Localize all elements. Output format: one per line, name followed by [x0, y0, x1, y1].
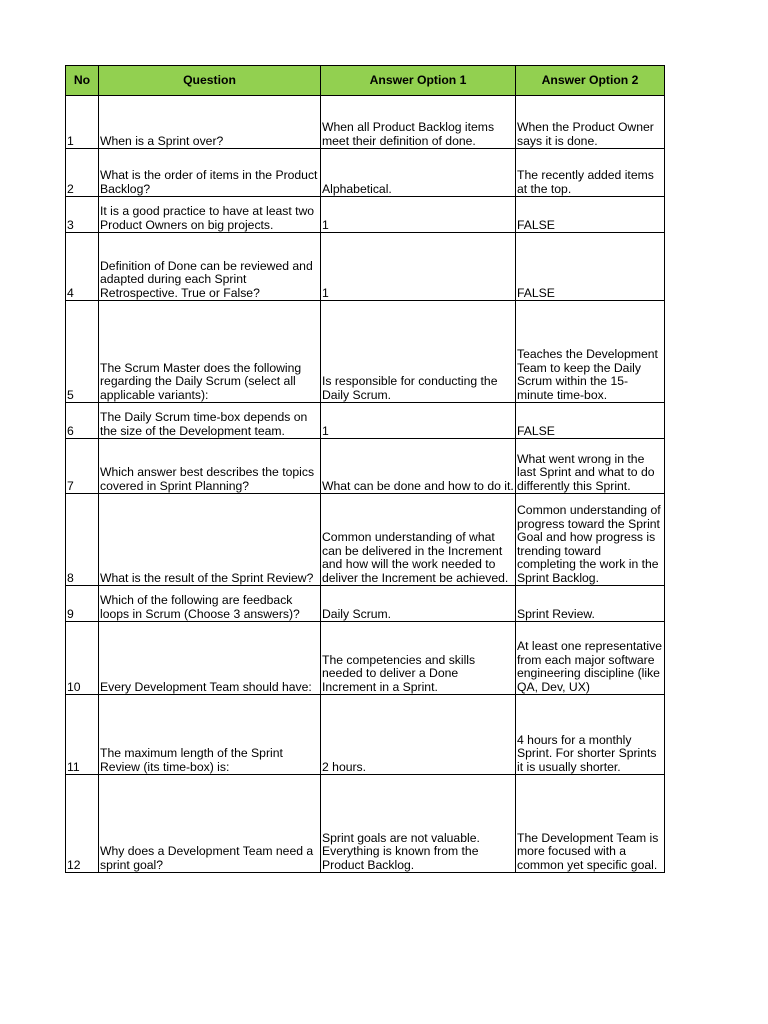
- question-cell[interactable]: Which answer best describes the topics covered in Sprint Planning?: [99, 439, 321, 494]
- answer-1-cell[interactable]: Sprint goals are not valuable. Everything is known from the Product Backlog.: [321, 775, 516, 873]
- header-question[interactable]: Question: [99, 66, 321, 96]
- table-row: [66, 775, 665, 873]
- row-number[interactable]: 2: [66, 149, 99, 197]
- row-number[interactable]: 10: [66, 622, 99, 695]
- answer-2-cell[interactable]: FALSE: [516, 403, 665, 439]
- table-row: [66, 494, 665, 586]
- question-cell[interactable]: What is the order of items in the Product Backlog?: [99, 149, 321, 197]
- answer-2-cell[interactable]: When the Product Owner says it is done.: [516, 96, 665, 149]
- answer-1-cell[interactable]: 1: [321, 233, 516, 301]
- answer-1-cell[interactable]: What can be done and how to do it.: [321, 439, 516, 494]
- question-cell[interactable]: What is the result of the Sprint Review?: [99, 494, 321, 586]
- answer-1-cell[interactable]: When all Product Backlog items meet their definition of done.: [321, 96, 516, 149]
- table-row: [66, 439, 665, 494]
- answer-1-cell[interactable]: Common understanding of what can be delivered in the Increment and how will the work needed to deliver the Increment be achieved.: [321, 494, 516, 586]
- header-no[interactable]: No: [66, 66, 99, 96]
- header-answer-option-1[interactable]: Answer Option 1: [321, 66, 516, 96]
- question-cell[interactable]: The Daily Scrum time-box depends on the size of the Development team.: [99, 403, 321, 439]
- answer-2-cell[interactable]: Common understanding of progress toward the Sprint Goal and how progress is trending toward completing the work in the Sprint Backlog.: [516, 494, 665, 586]
- answer-1-cell[interactable]: Daily Scrum.: [321, 586, 516, 622]
- answer-2-cell[interactable]: At least one representative from each major software engineering discipline (like QA, Dev, UX): [516, 622, 665, 695]
- answer-1-cell[interactable]: 1: [321, 197, 516, 233]
- answer-2-cell[interactable]: FALSE: [516, 197, 665, 233]
- question-cell[interactable]: Why does a Development Team need a sprint goal?: [99, 775, 321, 873]
- question-cell[interactable]: The maximum length of the Sprint Review (its time-box) is:: [99, 695, 321, 775]
- header-row: [66, 66, 665, 96]
- question-cell[interactable]: It is a good practice to have at least two Product Owners on big projects.: [99, 197, 321, 233]
- answer-2-cell[interactable]: Sprint Review.: [516, 586, 665, 622]
- answer-2-cell[interactable]: What went wrong in the last Sprint and what to do differently this Sprint.: [516, 439, 665, 494]
- row-number[interactable]: 11: [66, 695, 99, 775]
- row-number[interactable]: 3: [66, 197, 99, 233]
- answer-1-cell[interactable]: 2 hours.: [321, 695, 516, 775]
- table-row: [66, 403, 665, 439]
- question-cell[interactable]: Definition of Done can be reviewed and adapted during each Sprint Retrospective. True or False?: [99, 233, 321, 301]
- table-row: [66, 96, 665, 149]
- question-cell[interactable]: Every Development Team should have:: [99, 622, 321, 695]
- answer-1-cell[interactable]: Is responsible for conducting the Daily Scrum.: [321, 301, 516, 403]
- row-number[interactable]: 1: [66, 96, 99, 149]
- answer-1-cell[interactable]: The competencies and skills needed to deliver a Done Increment in a Sprint.: [321, 622, 516, 695]
- answer-1-cell[interactable]: 1: [321, 403, 516, 439]
- header-answer-option-2[interactable]: Answer Option 2: [516, 66, 665, 96]
- answer-1-cell[interactable]: Alphabetical.: [321, 149, 516, 197]
- row-number[interactable]: 9: [66, 586, 99, 622]
- answer-2-cell[interactable]: FALSE: [516, 233, 665, 301]
- answer-2-cell[interactable]: 4 hours for a monthly Sprint. For shorter Sprints it is usually shorter.: [516, 695, 665, 775]
- table-row: [66, 622, 665, 695]
- row-number[interactable]: 6: [66, 403, 99, 439]
- question-table: [65, 65, 665, 873]
- table-row: [66, 197, 665, 233]
- table-row: [66, 149, 665, 197]
- answer-2-cell[interactable]: The recently added items at the top.: [516, 149, 665, 197]
- row-number[interactable]: 7: [66, 439, 99, 494]
- question-cell[interactable]: Which of the following are feedback loops in Scrum (Choose 3 answers)?: [99, 586, 321, 622]
- table-row: [66, 301, 665, 403]
- answer-2-cell[interactable]: The Development Team is more focused with a common yet specific goal.: [516, 775, 665, 873]
- row-number[interactable]: 12: [66, 775, 99, 873]
- answer-2-cell[interactable]: Teaches the Development Team to keep the Daily Scrum within the 15-minute time-box.: [516, 301, 665, 403]
- table-row: [66, 233, 665, 301]
- row-number[interactable]: 8: [66, 494, 99, 586]
- row-number[interactable]: 4: [66, 233, 99, 301]
- table-row: [66, 695, 665, 775]
- row-number[interactable]: 5: [66, 301, 99, 403]
- question-cell[interactable]: The Scrum Master does the following regarding the Daily Scrum (select all applicable variants):: [99, 301, 321, 403]
- table-row: [66, 586, 665, 622]
- question-cell[interactable]: When is a Sprint over?: [99, 96, 321, 149]
